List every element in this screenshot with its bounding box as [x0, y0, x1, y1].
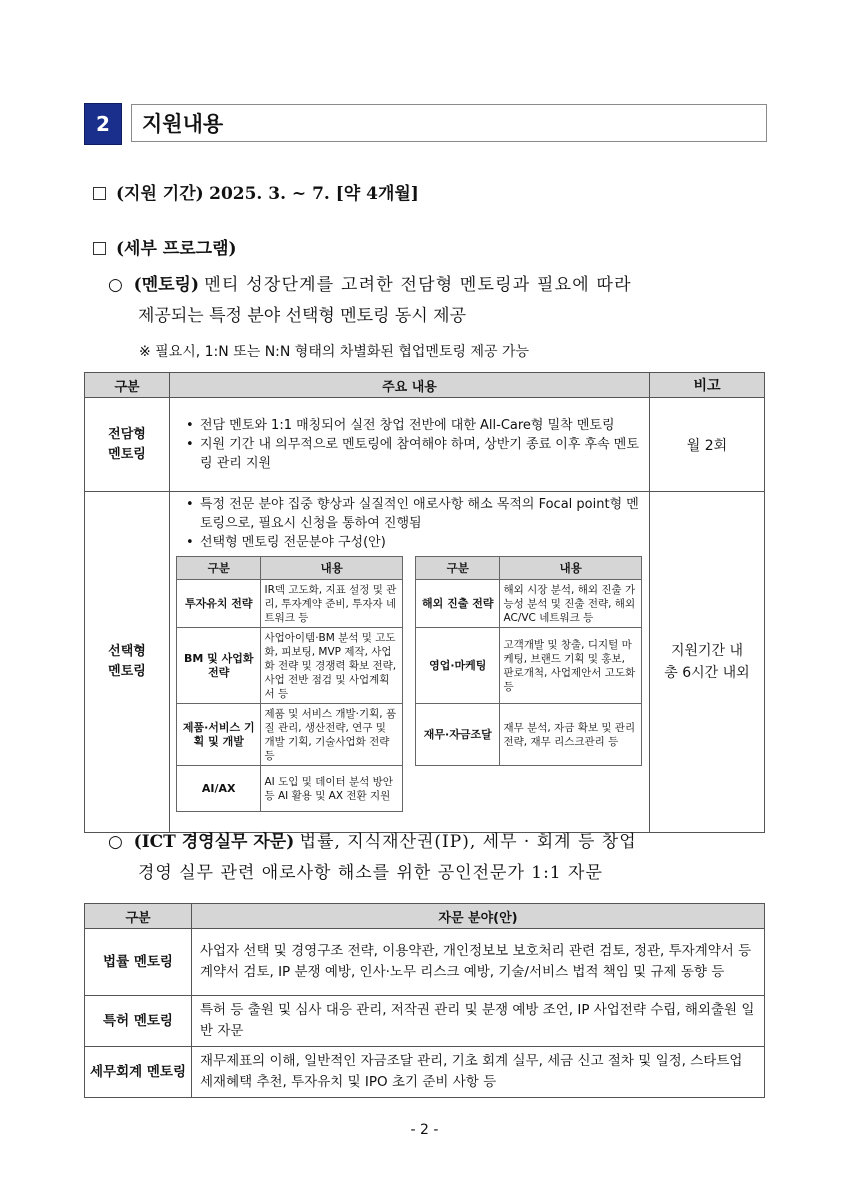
consult-table	[84, 903, 765, 1098]
table-row	[416, 580, 642, 628]
inner-header-content: 내용	[261, 557, 403, 580]
row-field: 특허 등 출원 및 심사 대응 관리, 저작권 관리 및 분쟁 예방 조언, IP 사업전략 수립, 해외출원 일반 자문	[192, 996, 765, 1047]
mentoring-heading: (멘토링)	[133, 275, 200, 295]
table-row	[85, 996, 765, 1047]
inner-key: 영업·마케팅	[416, 628, 500, 704]
list-item: • 지원 기간 내 의무적으로 멘토링에 참여해야 하며, 상반기 종료 이후 후속 멘토링 관리 지원	[186, 435, 643, 473]
inner-key: BM 및 사업화 전략	[177, 628, 261, 704]
inner-value: 재무 분석, 자금 확보 및 관리 전략, 재무 리스크관리 등	[500, 704, 642, 766]
table-header-row	[85, 904, 765, 929]
inner-key: 재무·자금조달	[416, 704, 500, 766]
table-row	[85, 929, 765, 996]
ict-line-1	[108, 827, 778, 858]
mentoring-table	[84, 372, 765, 833]
circle-bullet-icon: ○	[108, 275, 123, 295]
mentoring-note: ※ 필요시, 1:N 또는 N:N 형태의 차별화된 협업멘토링 제공 가능	[139, 344, 529, 360]
inner-header-content: 내용	[500, 557, 642, 580]
inner-value: 사업아이템·BM 분석 및 고도화, 피보팅, MVP 제작, 사업화 전략 및 경쟁력 확보 전략, 사업 전반 점검 및 사업계획서 등	[261, 628, 403, 704]
table-row	[85, 492, 765, 833]
list-item: • 전담 멘토와 1:1 매칭되어 실전 창업 전반에 대한 All-Care형 밀착 멘토링	[186, 416, 643, 435]
mentoring-text-1: 멘티 성장단계를 고려한 전담형 멘토링과 필요에 따라	[204, 275, 632, 295]
table-header-row	[85, 373, 765, 398]
row-note: 월 2회	[650, 398, 765, 492]
mentoring-paragraph	[108, 270, 778, 332]
checkbox-square-icon	[93, 242, 106, 255]
row-category: 전담형 멘토링	[85, 398, 170, 492]
period-label: (지원 기간)	[116, 184, 204, 204]
inner-value: AI 도입 및 데이터 분석 방안 등 AI 활용 및 AX 전환 지원	[261, 766, 403, 812]
inner-value: IR덱 고도화, 지표 설정 및 관리, 투자계약 준비, 투자자 네트워크 등	[261, 580, 403, 628]
header-content: 주요 내용	[170, 373, 650, 398]
period-value: 2025. 3. ~ 7. [약 4개월]	[209, 184, 419, 204]
inner-key: AI/AX	[177, 766, 261, 812]
row-category: 선택형 멘토링	[85, 492, 170, 833]
header-category: 구분	[85, 904, 192, 929]
header-note: 비고	[650, 373, 765, 398]
mentoring-line-1	[108, 270, 778, 301]
table-row	[177, 628, 403, 704]
page-number: - 2 -	[410, 1122, 439, 1138]
inner-key: 해외 진출 전략	[416, 580, 500, 628]
table-row	[177, 580, 403, 628]
ict-paragraph	[108, 827, 778, 889]
table-row	[177, 766, 403, 812]
row-category: 특허 멘토링	[85, 996, 192, 1047]
inner-value: 고객개발 및 창출, 디지털 마케팅, 브랜드 기획 및 홍보, 판로개척, 사업제안서 고도화 등	[500, 628, 642, 704]
ict-line-2: 경영 실무 관련 애로사항 해소를 위한 공인전문가 1:1 자문	[138, 863, 603, 883]
ict-text-1: 법률, 지식재산권(IP), 세무 · 회계 등 창업	[299, 832, 637, 852]
row-field: 사업자 선택 및 경영구조 전략, 이용약관, 개인정보보 보호처리 관련 검토, 정관, 투자계약서 등 계약서 검토, IP 분쟁 예방, 인사·노무 리스크 예방, 기술/서비스 법적 책임 및 규제 동향 등	[192, 929, 765, 996]
inner-value: 제품 및 서비스 개발·기획, 품질 관리, 생산전략, 연구 및 개발 기획, 기술사업화 전략 등	[261, 704, 403, 766]
section-title: 지원내용	[131, 104, 767, 142]
detail-program	[93, 234, 237, 259]
inner-key: 제품·서비스 기획 및 개발	[177, 704, 261, 766]
ict-heading: (ICT 경영실무 자문)	[133, 832, 295, 852]
table-row	[85, 1047, 765, 1098]
section-number: 2	[84, 103, 122, 145]
inner-header-category: 구분	[177, 557, 261, 580]
mentoring-line-2: 제공되는 특정 분야 선택형 멘토링 동시 제공	[138, 306, 467, 326]
checkbox-square-icon	[93, 187, 106, 200]
inner-table-right	[415, 556, 642, 766]
row-category: 법률 멘토링	[85, 929, 192, 996]
circle-bullet-icon: ○	[108, 832, 123, 852]
inner-key: 투자유치 전략	[177, 580, 261, 628]
row-field: 재무제표의 이해, 일반적인 자금조달 관리, 기초 회계 실무, 세금 신고 절차 및 일정, 스타트업 세재혜택 추천, 투자유치 및 IPO 초기 준비 사항 등	[192, 1047, 765, 1098]
header-field: 자문 분야(안)	[192, 904, 765, 929]
detail-label: (세부 프로그램)	[116, 239, 237, 259]
table-row	[177, 704, 403, 766]
list-item: • 선택형 멘토링 전문분야 구성(안)	[186, 533, 643, 552]
table-row	[416, 628, 642, 704]
inner-table-left	[176, 556, 403, 812]
table-row	[416, 704, 642, 766]
support-period	[93, 179, 419, 204]
table-row	[85, 398, 765, 492]
row-category: 세무회계 멘토링	[85, 1047, 192, 1098]
list-item: • 특정 전문 분야 집중 향상과 실질적인 애로사항 해소 목적의 Focal point형 멘토링으로, 필요시 신청을 통하여 진행됨	[186, 495, 643, 533]
inner-header-category: 구분	[416, 557, 500, 580]
inner-value: 해외 시장 분석, 해외 진출 가능성 분석 및 진출 전략, 해외 AC/VC 네트워크 등	[500, 580, 642, 628]
row-note: 지원기간 내 총 6시간 내외	[650, 492, 765, 833]
header-category: 구분	[85, 373, 170, 398]
